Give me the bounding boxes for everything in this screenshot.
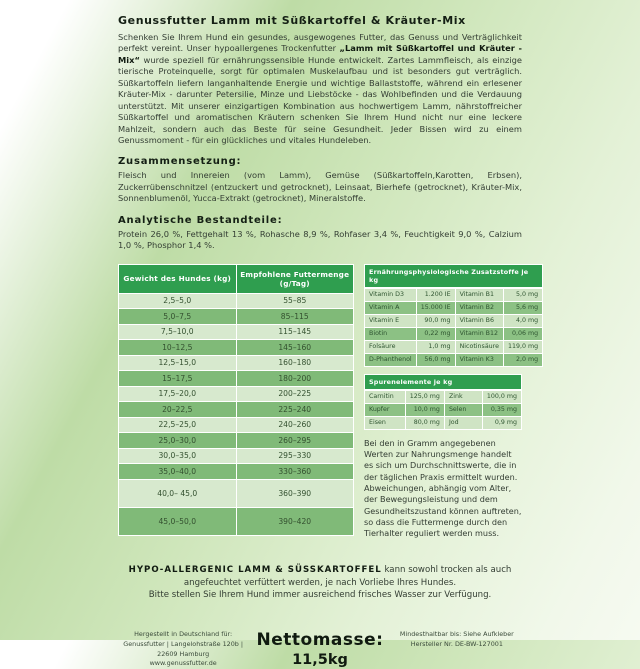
table-cell: Vitamin K3 xyxy=(455,353,503,366)
table-row xyxy=(119,402,354,418)
table-cell: 55–85 xyxy=(236,293,354,309)
net-mass-block xyxy=(248,630,391,668)
table-row xyxy=(119,417,354,433)
best-before-line: Mindesthaltbar bis: Siehe Aufkleber xyxy=(399,630,514,639)
additives-table-title: Ernährungsphysiologische Zusatzstoffe je kg xyxy=(364,264,543,288)
table-cell: 200–225 xyxy=(236,386,354,402)
table-cell: Vitamin B6 xyxy=(455,314,503,327)
analysis-text: Protein 26,0 %, Fettgehalt 13 %, Rohasche 8,9 %, Rohfaser 3,4 %, Feuchtigkeit 9,0 %, Calzium 1,0 %, Phosphor 1,4 %. xyxy=(118,228,522,251)
table-row xyxy=(119,371,354,387)
table-cell: 15–17,5 xyxy=(119,371,237,387)
table-cell: Vitamin E xyxy=(365,314,417,327)
table-cell: 180–200 xyxy=(236,371,354,387)
table-cell: Folsäure xyxy=(365,340,417,353)
table-cell: 330–360 xyxy=(236,464,354,480)
trace-elements-table-body xyxy=(365,390,522,429)
intro-text-pre: Schenken Sie Ihrem Hund ein gesundes, ausgewogenes Futter, das Genuss und Verträglichkeit perfekt vereint. Unser hypoallergenes Trockenfutter xyxy=(118,32,522,54)
table-row xyxy=(119,464,354,480)
table-cell: 10,0 mg xyxy=(405,403,444,416)
trace-elements-table-title: Spurenelemente je kg xyxy=(364,374,522,390)
table-row xyxy=(365,390,522,403)
table-cell: 390–420 xyxy=(236,507,354,535)
table-row xyxy=(119,507,354,535)
product-title: Genussfutter Lamm mit Süßkartoffel & Kräuter-Mix xyxy=(118,14,466,27)
composition-heading: Zusammensetzung: xyxy=(118,156,242,168)
table-row xyxy=(365,416,522,429)
table-cell: 56,0 mg xyxy=(416,353,455,366)
feeding-table xyxy=(118,264,354,536)
nutrients-column xyxy=(364,264,539,548)
manufacturer-website: www.genussfutter.de xyxy=(149,659,217,668)
feeding-table-header-amount: Empfohlene Futtermenge (g/Tag) xyxy=(236,264,354,293)
tables-section xyxy=(118,264,539,548)
table-cell: Carnitin xyxy=(365,390,406,403)
table-row xyxy=(119,448,354,464)
table-cell: 115–145 xyxy=(236,324,354,340)
table-row xyxy=(365,327,543,340)
intro-paragraph xyxy=(118,32,522,146)
table-cell: 22,5–25,0 xyxy=(119,417,237,433)
table-cell: 225–240 xyxy=(236,402,354,418)
table-cell: 10–12,5 xyxy=(119,340,237,356)
table-cell: Jod xyxy=(444,416,482,429)
feeding-table-header-weight: Gewicht des Hundes (kg) xyxy=(119,264,237,293)
manufacturer-line2: Genussfutter | Langelohstraße 120b | 22609 Hamburg xyxy=(123,639,244,658)
table-cell: 2,0 mg xyxy=(504,353,543,366)
table-row xyxy=(119,309,354,325)
footer xyxy=(118,630,522,668)
table-row xyxy=(365,340,543,353)
table-row xyxy=(119,340,354,356)
table-row xyxy=(365,314,543,327)
table-cell: Eisen xyxy=(365,416,406,429)
table-cell: Vitamin D3 xyxy=(365,288,417,301)
table-cell: 145–160 xyxy=(236,340,354,356)
intro-product-name: „Lamm mit Süßkartoffel und Kräuter - Mix“ xyxy=(118,43,522,65)
table-cell: Kupfer xyxy=(365,403,406,416)
table-cell: 0,35 mg xyxy=(482,403,521,416)
table-row xyxy=(119,479,354,507)
table-cell: 360–390 xyxy=(236,479,354,507)
table-cell: 15.000 IE xyxy=(416,301,455,314)
hypoallergenic-text: kann sowohl trocken als auch angefeuchtet verfüttert werden, je nach Vorliebe Ihres Hundes. xyxy=(183,564,512,588)
table-cell: 5,6 mg xyxy=(504,301,543,314)
table-cell: Vitamin B12 xyxy=(455,327,503,340)
net-mass-value: 11,5kg xyxy=(292,652,348,669)
feeding-table-header-row xyxy=(119,264,354,293)
table-cell: 17,5–20,0 xyxy=(119,386,237,402)
table-cell: 160–180 xyxy=(236,355,354,371)
hypoallergenic-note xyxy=(118,564,522,603)
feeding-note: Bei den in Gramm angegebenen Werten zur Nahrungsmenge handelt es sich um Durchschnittswerte, die in der täglichen Praxis ermittelt wurden. Abweichungen, abhängig vom Alter, der Bewegungsleistung und dem Gesundheitszustand können auftreten, so dass die Futtermenge durch den Tierhalter reguliert werden muss. xyxy=(364,437,522,539)
trace-elements-table xyxy=(364,374,522,430)
table-cell: 30,0–35,0 xyxy=(119,448,237,464)
table-cell: 0,22 mg xyxy=(416,327,455,340)
table-cell: Zink xyxy=(444,390,482,403)
table-row xyxy=(365,301,543,314)
hypoallergenic-product-name: HYPO-ALLERGENIC LAMM & SÜSSKARTOFFEL xyxy=(128,564,382,575)
table-cell: 80,0 mg xyxy=(405,416,444,429)
manufacturer-line1: Hergestellt in Deutschland für: xyxy=(134,630,233,639)
table-cell: 12,5–15,0 xyxy=(119,355,237,371)
table-cell: Vitamin B1 xyxy=(455,288,503,301)
table-cell: 7,5–10,0 xyxy=(119,324,237,340)
table-cell: 90,0 mg xyxy=(416,314,455,327)
table-cell: D-Phanthenol xyxy=(365,353,417,366)
table-row xyxy=(119,433,354,449)
table-cell: 20–22,5 xyxy=(119,402,237,418)
table-cell: 0,9 mg xyxy=(482,416,521,429)
table-cell: Biotin xyxy=(365,327,417,340)
table-cell: 4,0 mg xyxy=(504,314,543,327)
table-cell: 100,0 mg xyxy=(482,390,521,403)
feeding-table-container xyxy=(118,264,354,548)
table-cell: Nicotinsäure xyxy=(455,340,503,353)
table-cell: Vitamin B2 xyxy=(455,301,503,314)
table-cell: 119,0 mg xyxy=(504,340,543,353)
feeding-table-body xyxy=(119,293,354,535)
manufacturer-info xyxy=(118,630,248,668)
intro-text-post: wurde speziell für ernährungssensible Hunde entwickelt. Zartes Lammfleisch, als einzige tierische Proteinquelle, sorgt für optimalen Muskelaufbau und ist besonders gut verträglich. Süßkartoffeln liefern langanhaltende Energie und wichtige Ballaststoffe, während ein erlesener Kräuter-Mix - darunter Petersilie, Minze und Liebstöcke - das Wohlbefinden und die Verdauung unterstützt. Mit unserer einzigartigen Kombination aus hochwertigem Lamm, nährstoffreicher Süßkartoffel und aromatischen Kräutern schenken Sie Ihrem Hund nicht nur eine leckere Mahlzeit, sondern auch das Beste für seine Gesundheit. Jeder Bissen wird zu einem Genussmoment - für ein glückliches und vitales Hundeleben. xyxy=(118,54,522,145)
table-cell: 1.200 IE xyxy=(416,288,455,301)
table-cell: 25,0–30,0 xyxy=(119,433,237,449)
net-mass-label: Nettomasse: xyxy=(256,630,384,651)
manufacturer-number-line: Hersteller Nr. DE-BW-127001 xyxy=(410,639,503,648)
table-cell: Vitamin A xyxy=(365,301,417,314)
water-note: Bitte stellen Sie Ihrem Hund immer ausreichend frisches Wasser zur Verfügung. xyxy=(148,590,492,601)
table-cell: 85–115 xyxy=(236,309,354,325)
composition-text: Fleisch und Innereien (vom Lamm), Gemüse (Süßkartoffeln,Karotten, Erbsen), Zuckerrübenschnitzel (entzuckert und getrocknet), Leinsaat, Bierhefe (getrocknet), Kräuter-Mix, Sonnenblumenöl, Yucca-Extrakt (getrocknet), Mineralstoffe. xyxy=(118,170,522,204)
additives-table-body xyxy=(365,288,543,366)
table-cell: 2,5–5,0 xyxy=(119,293,237,309)
table-row xyxy=(365,353,543,366)
table-row xyxy=(119,386,354,402)
label-sheet xyxy=(118,0,539,669)
table-cell: 295–330 xyxy=(236,448,354,464)
table-row xyxy=(119,293,354,309)
table-row xyxy=(119,355,354,371)
table-cell: 0,06 mg xyxy=(504,327,543,340)
table-cell: Selen xyxy=(444,403,482,416)
additives-table xyxy=(364,264,543,367)
table-cell: 45,0–50,0 xyxy=(119,507,237,535)
table-cell: 240–260 xyxy=(236,417,354,433)
table-cell: 260–295 xyxy=(236,433,354,449)
table-cell: 5,0 mg xyxy=(504,288,543,301)
table-cell: 1,0 mg xyxy=(416,340,455,353)
table-cell: 40,0– 45,0 xyxy=(119,479,237,507)
table-cell: 5,0–7,5 xyxy=(119,309,237,325)
analysis-heading: Analytische Bestandteile: xyxy=(118,214,283,226)
table-row xyxy=(365,403,522,416)
table-row xyxy=(119,324,354,340)
table-cell: 125,0 mg xyxy=(405,390,444,403)
table-cell: 35,0–40,0 xyxy=(119,464,237,480)
table-row xyxy=(365,288,543,301)
